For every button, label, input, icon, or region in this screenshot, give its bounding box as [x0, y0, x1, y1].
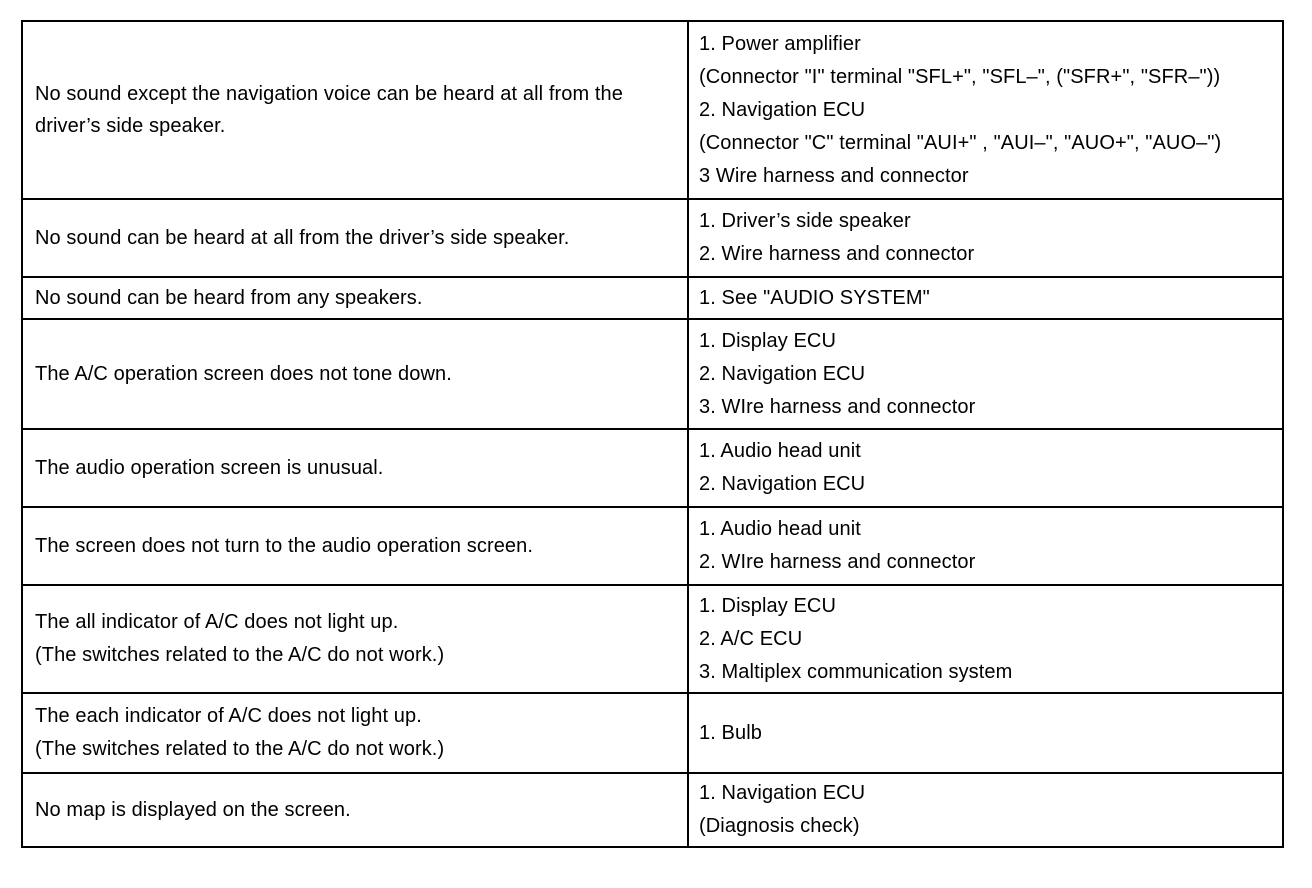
symptom-text: No sound except the navigation voice can be heard at all from the driver’s side speaker. [35, 83, 623, 137]
suspect-area-cell [688, 773, 1283, 847]
suspect-area-text: 1. Power amplifier [699, 32, 861, 55]
symptom-text: The all indicator of A/C does not light up. [35, 611, 399, 633]
suspect-area-text: 3 Wire harness and connector [699, 164, 969, 187]
suspect-area-text: 2. Navigation ECU [699, 98, 866, 121]
suspect-area-text: 2. Navigation ECU [699, 362, 866, 385]
suspect-area-text: 1. Audio head unit [699, 440, 861, 462]
table-row [22, 21, 1283, 199]
symptom-cell [22, 429, 688, 507]
symptom-cell [22, 21, 688, 199]
suspect-area-text: 1. Display ECU [699, 329, 836, 352]
suspect-area-text: (Connector "I" terminal "SFL+", "SFL–", ("SFR+", "SFR–")) [699, 65, 1221, 88]
suspect-area-cell [688, 319, 1283, 429]
suspect-area-text: 2. Wire harness and connector [699, 243, 975, 265]
suspect-area-text: 1. Navigation ECU [699, 782, 866, 804]
symptom-text: The A/C operation screen does not tone down. [35, 362, 452, 385]
suspect-area-cell [688, 277, 1283, 319]
symptom-text: No sound can be heard at all from the driver’s side speaker. [35, 226, 570, 249]
table-row [22, 277, 1283, 319]
table-row [22, 773, 1283, 847]
symptom-text: The each indicator of A/C does not light up. [35, 705, 422, 727]
suspect-area-text: 1. Display ECU [699, 594, 836, 617]
table-row [22, 585, 1283, 693]
symptom-text: No map is displayed on the screen. [35, 798, 351, 821]
symptom-cell [22, 693, 688, 773]
suspect-area-cell [688, 199, 1283, 277]
suspect-area-text: (Diagnosis check) [699, 815, 860, 837]
suspect-area-text: 3. Maltiplex communication system [699, 660, 1013, 683]
symptom-cell [22, 773, 688, 847]
table-row [22, 507, 1283, 585]
symptom-cell [22, 585, 688, 693]
suspect-area-text: 2. WIre harness and connector [699, 551, 976, 573]
suspect-area-text: 3. WIre harness and connector [699, 395, 976, 418]
troubleshooting-table [21, 20, 1284, 848]
symptom-cell [22, 507, 688, 585]
suspect-area-text: 1. Driver’s side speaker [699, 210, 911, 232]
symptom-text: (The switches related to the A/C do not work.) [35, 738, 445, 760]
suspect-area-text: 1. Audio head unit [699, 518, 861, 540]
symptom-cell [22, 319, 688, 429]
suspect-area-cell [688, 429, 1283, 507]
symptom-text: (The switches related to the A/C do not work.) [35, 644, 445, 666]
symptom-text: The screen does not turn to the audio operation screen. [35, 534, 534, 557]
suspect-area-text: 1. See "AUDIO SYSTEM" [699, 286, 930, 309]
table-row [22, 319, 1283, 429]
symptom-cell [22, 199, 688, 277]
symptom-text: No sound can be heard from any speakers. [35, 286, 423, 309]
suspect-area-text: 2. Navigation ECU [699, 473, 866, 495]
table-row [22, 429, 1283, 507]
suspect-area-text: (Connector "C" terminal "AUI+" , "AUI–", "AUO+", "AUO–") [699, 131, 1222, 154]
suspect-area-cell [688, 21, 1283, 199]
suspect-area-cell [688, 693, 1283, 773]
suspect-area-cell [688, 585, 1283, 693]
table-row [22, 199, 1283, 277]
symptom-cell [22, 277, 688, 319]
troubleshooting-table-container [21, 20, 1284, 848]
suspect-area-text: 1. Bulb [699, 721, 762, 744]
table-row [22, 693, 1283, 773]
suspect-area-cell [688, 507, 1283, 585]
symptom-text: The audio operation screen is unusual. [35, 456, 384, 479]
suspect-area-text: 2. A/C ECU [699, 627, 803, 650]
